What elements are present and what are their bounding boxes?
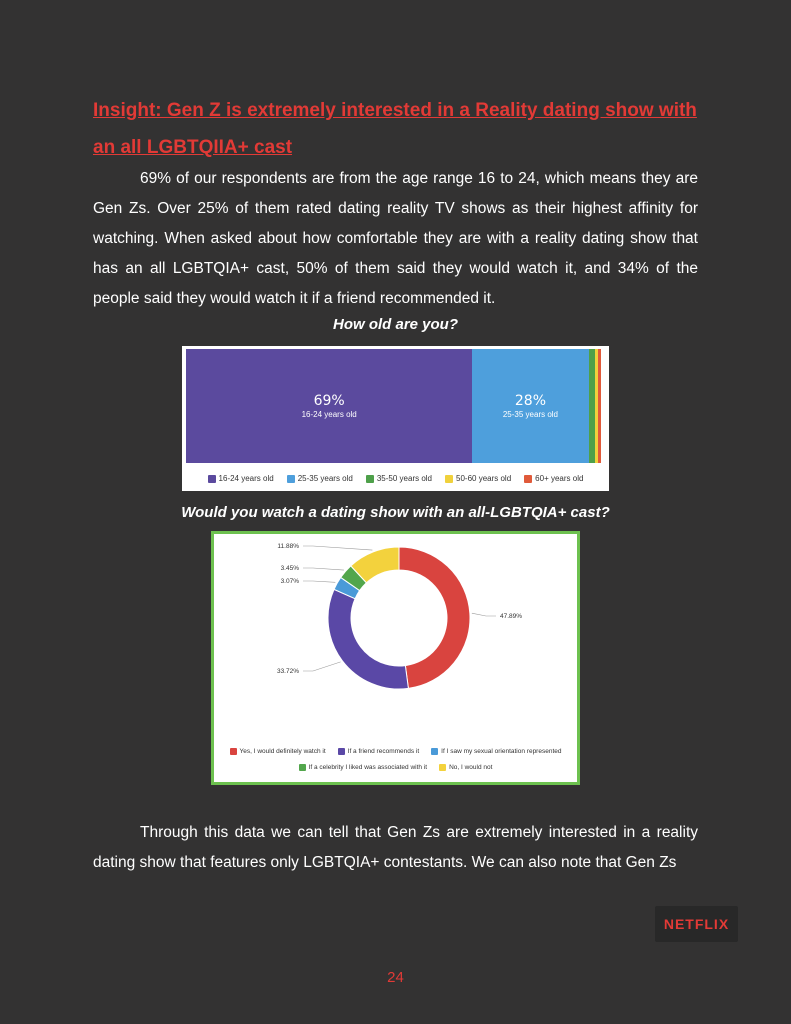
legend-label: Yes, I would definitely watch it: [239, 748, 326, 755]
legend-swatch: [230, 748, 237, 755]
legend-swatch: [445, 475, 453, 483]
donut-data-label: 47.89%: [500, 613, 523, 620]
age-chart-caption: How old are you?: [332, 316, 458, 333]
legend-swatch: [208, 475, 216, 483]
legend-label: 35-50 years old: [376, 474, 433, 483]
netflix-logo: [655, 906, 738, 942]
legend-label: 60+ years old: [535, 474, 584, 483]
legend-label: If I saw my sexual orientation represented: [441, 748, 562, 755]
bar-segment: [598, 349, 601, 463]
donut-slice: [328, 589, 408, 689]
donut-svg: [214, 534, 577, 744]
legend-item: [431, 748, 561, 755]
legend-swatch: [338, 748, 345, 755]
segment-category-label: 25-35 years old: [502, 410, 559, 419]
legend-swatch: [524, 475, 532, 483]
legend-item: [439, 764, 492, 771]
legend-item: [299, 764, 428, 771]
legend-label: If a celebrity I liked was associated with it: [308, 764, 428, 771]
legend-label: If a friend recommends it: [347, 748, 420, 755]
legend-item: [208, 474, 274, 483]
netflix-logo-text: NETFLIX: [663, 916, 730, 932]
legend-swatch: [431, 748, 438, 755]
legend-label: No, I would not: [449, 764, 493, 771]
watch-chart-legend: [214, 748, 577, 780]
donut-data-label: 3.07%: [280, 578, 299, 585]
age-chart-legend: [182, 474, 609, 483]
legend-swatch: [287, 475, 295, 483]
watch-chart-caption: Would you watch a dating show with an all-LGBTQIA+ cast?: [181, 504, 610, 521]
legend-item: [338, 748, 420, 755]
segment-category-label: 16-24 years old: [301, 410, 357, 419]
bar-segment: [472, 349, 588, 463]
donut-leader-line: [303, 662, 341, 671]
age-stacked-bar-chart: [182, 346, 609, 491]
donut-slice: [399, 547, 470, 688]
legend-item: [524, 474, 583, 483]
legend-item: [366, 474, 432, 483]
legend-label: 16-24 years old: [218, 474, 274, 483]
bar-segment: [186, 349, 472, 463]
legend-swatch: [439, 764, 446, 771]
legend-item: [445, 474, 511, 483]
donut-leader-line: [303, 546, 372, 550]
donut-data-label: 3.45%: [280, 565, 299, 572]
conclusion-paragraph: Through this data we can tell that Gen Zs are extremely interested in a reality dating show that features only LGBTQIA+ contestants. We can also note that Gen Zs: [93, 824, 698, 871]
intro-paragraph: 69% of our respondents are from the age range 16 to 24, which means they are Gen Zs. Over 25% of them rated dating reality TV shows as their highest affinity for watching. When asked about how comfortable they are with a reality dating show that has an all LGBTQIA+ cast, 50% of them said they would watch it, and 34% of the people said they would watch it if a friend recommended it.: [93, 170, 698, 307]
stacked-bar: [186, 349, 601, 463]
legend-label: 25-35 years old: [297, 474, 353, 483]
donut-leader-line: [303, 581, 335, 582]
insight-heading: Insight: Gen Z is extremely interested in a Reality dating show with an all LGBTQIIA+ cast: [93, 100, 697, 158]
legend-label: 50-60 years old: [456, 474, 512, 483]
legend-item: [287, 474, 353, 483]
legend-swatch: [299, 764, 306, 771]
legend-item: [230, 748, 326, 755]
segment-percent-label: 69%: [313, 393, 345, 409]
donut-data-label: 11.88%: [277, 543, 299, 550]
page-number: 24: [387, 969, 404, 986]
watch-donut-chart: [211, 531, 580, 785]
legend-row: [214, 764, 577, 771]
segment-percent-label: 28%: [514, 393, 546, 409]
donut-leader-line: [303, 568, 344, 570]
donut-data-label: 33.72%: [276, 668, 299, 675]
legend-swatch: [366, 475, 374, 483]
donut-leader-line: [472, 613, 496, 616]
legend-row: [214, 748, 577, 755]
